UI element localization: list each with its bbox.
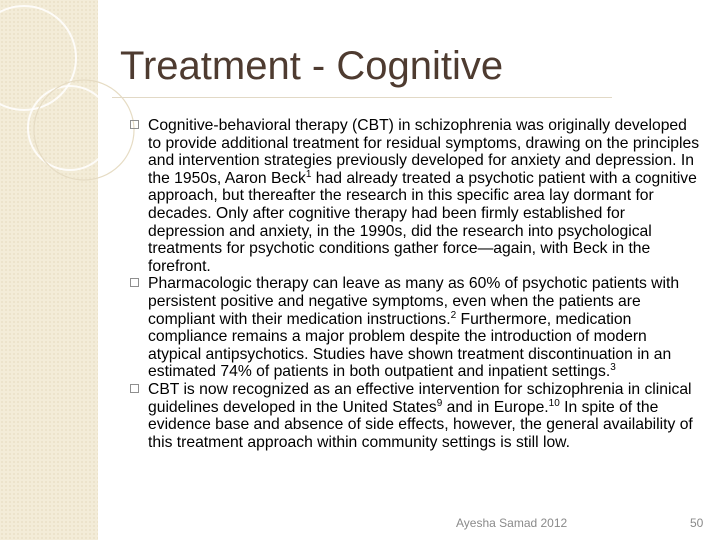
bullet-text: Pharmacologic therapy can leave as many as 60% of psychotic patients with persistent positive and negative symptoms, even when the patients are compliant with their medication instructions. [148,275,680,328]
bullet-marker-icon [130,278,139,287]
footer-author: Ayesha Samad 2012 [456,516,568,530]
bullet-marker-icon [130,120,139,129]
citation-superscript: 2 [450,309,457,321]
slide-title: Treatment - Cognitive [120,44,504,88]
citation-superscript: 10 [548,397,560,409]
bullet-text: Furthermore, medication compliance remains a major problem despite the introduction of modern atypical antipsychotics. Studies have shown treatment discontinuation in an estimated 74% of patients in both outpatient and inpatient settings. [148,310,672,381]
bullet-text: Cognitive-behavioral therapy (CBT) in schizophrenia was originally developed to provide additional treatment for residual symptoms, drawing on the principles and intervention strategies previously developed for anxiety and depression. In the 1950s, Aaron Beck [148,117,700,187]
bullet-text: and in Europe. [442,398,549,416]
citation-superscript: 1 [305,168,312,180]
bullet-item [148,275,703,381]
bullet-text: CBT is now recognized as an effective intervention for schizophrenia in clinical guidelines developed in the United States [148,380,692,416]
page-number: 50 [690,516,704,530]
citation-superscript: 3 [610,362,616,374]
citation-superscript: 9 [436,397,443,409]
decorative-circles [0,0,140,200]
bullet-marker-icon [130,384,139,393]
bullet-text: had already treated a psychotic patient with a cognitive approach, but thereafter the research in this specific area lay dormant for decades. Only after cognitive therapy had been firmly established for depression and anxiety, in the 1990s, did the research into psychological treatments for psychotic conditions gather force—again, with Beck in the forefront. [148,169,697,275]
bullet-item [148,117,703,275]
bullet-list [148,117,703,451]
bullet-text: In spite of the evidence base and absence of side effects, however, the general availability of this treatment approach within community settings is still low. [148,398,693,451]
bullet-item [148,381,703,451]
title-divider [112,97,612,98]
